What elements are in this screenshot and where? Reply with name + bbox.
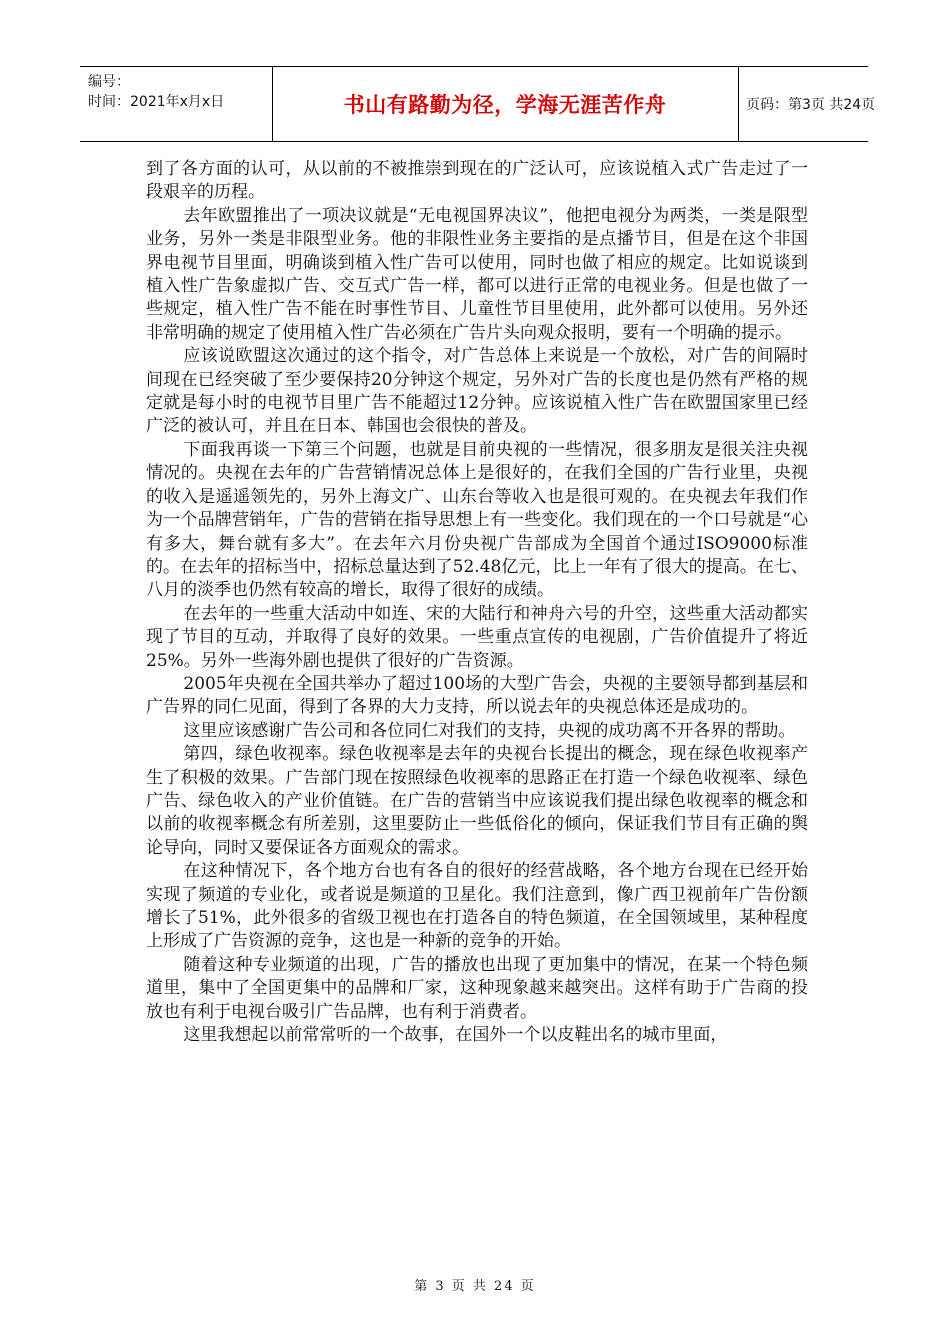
- document-date-label: 时间：2021年x月x日: [88, 94, 225, 110]
- document-number-label: 编号：: [88, 74, 130, 90]
- paragraph: 在这种情况下，各个地方台也有各自的很好的经营战略，各个地方台现在已经开始实现了频道的专业化，或者说是频道的卫星化。我们注意到，像广西卫视前年广告份额增长了51%，此外很多的省级卫视也在打造各自的特色频道，在全国领域里，某种程度上形成了广告资源的竞争，这也是一种新的竞争的开始。: [146, 861, 808, 952]
- paragraph: 这里我想起以前常常听的一个故事，在国外一个以皮鞋出名的城市里面，: [183, 1025, 728, 1046]
- paragraph: 第四，绿色收视率。绿色收视率是去年的央视台长提出的概念，现在绿色收视率产生了积极的效果。广告部门现在按照绿色收视率的思路正在打造一个绿色收视率、绿色广告、绿色收入的产业价值链。在广告的营销当中应该说我们提出绿色收视率的概念和以前的收视率概念有所差别，这里要防止一些低俗化的倾向，保证我们节目有正确的舆论导向，同时又要保证各方面观众的需求。: [146, 744, 808, 858]
- paragraph: 下面我再谈一下第三个问题，也就是目前央视的一些情况，很多朋友是很关注央视情况的。央视在去年的广告营销情况总体上是很好的，在我们全国的广告行业里，央视的收入是遥遥领先的，另外上海文广、山东台等收入也是很可观的。在央视去年我们作为一个品牌营销年，广告的营销在指导思想上有一些变化。我们现在的一个口号就是“心有多大，舞台就有多大”。在去年六月份央视广告部成为全国首个通过ISO9000标准的。在去年的招标当中，招标总量达到了52.48亿元，比上一年有了很大的提高。在七、八月的淡季也仍然有较高的增长，取得了很好的成绩。: [146, 439, 808, 601]
- header-motto: 书山有路勤为径，学海无涯苦作舟: [272, 67, 739, 141]
- page-header: [80, 66, 876, 142]
- page-footer: 第 3 页 共 24 页: [414, 1279, 536, 1294]
- paragraph: 这里应该感谢广告公司和各位同仁对我们的支持，央视的成功离不开各界的帮助。: [183, 720, 796, 741]
- paragraph: 2005年央视在全国共举办了超过100场的大型广告会，央视的主要领导都到基层和广告界的同仁见面，得到了各界的大力支持，所以说去年的央视总体还是成功的。: [146, 673, 808, 718]
- paragraph: 到了各方面的认可，从以前的不被推崇到现在的广泛认可，应该说植入式广告走过了一段艰辛的历程。: [146, 159, 808, 203]
- paragraph: 去年欧盟推出了一项决议就是“无电视国界决议”，他把电视分为两类，一类是限型业务，另外一类是非限型业务。他的非限性业务主要指的是点播节目，但是在这个非国界电视节目里面，明确谈到植入性广告可以使用，同时也做了相应的规定。比如说谈到植入性广告象虚拟广告、交互式广告一样，都可以进行正常的电视业务。但是也做了一些规定，植入性广告不能在时事性节目、儿童性节目里使用，此外都可以使用。另外还非常明确的规定了使用植入性广告必须在广告片头向观众报明，要有一个明确的提示。: [146, 205, 808, 343]
- header-page-info: 页码：第3页 共24页: [746, 97, 876, 113]
- paragraph: 随着这种专业频道的出现，广告的播放也出现了更加集中的情况，在某一个特色频道里，集中了全国更集中的品牌和厂家，这种现象越来越突出。这样有助于广告商的投放也有利于电视台吸引广告品牌，也有利于消费者。: [146, 954, 808, 1022]
- paragraph: 在去年的一些重大活动中如连、宋的大陆行和神舟六号的升空，这些重大活动都实现了节目的互动，并取得了良好的效果。一些重点宣传的电视剧，广告价值提升了将近25%。另外一些海外剧也提供了很好的广告资源。: [146, 603, 808, 671]
- paragraph: 应该说欧盟这次通过的这个指令，对广告总体上来说是一个放松，对广告的间隔时间现在已经突破了至少要保持20分钟这个规定，另外对广告的长度也是仍然有严格的规定就是每小时的电视节目里广告不能超过12分钟。应该说植入性广告在欧盟国家里已经广泛的被认可，并且在日本、韩国也会很快的普及。: [146, 346, 808, 437]
- document-body: [146, 158, 808, 1047]
- header-meta: [80, 67, 273, 141]
